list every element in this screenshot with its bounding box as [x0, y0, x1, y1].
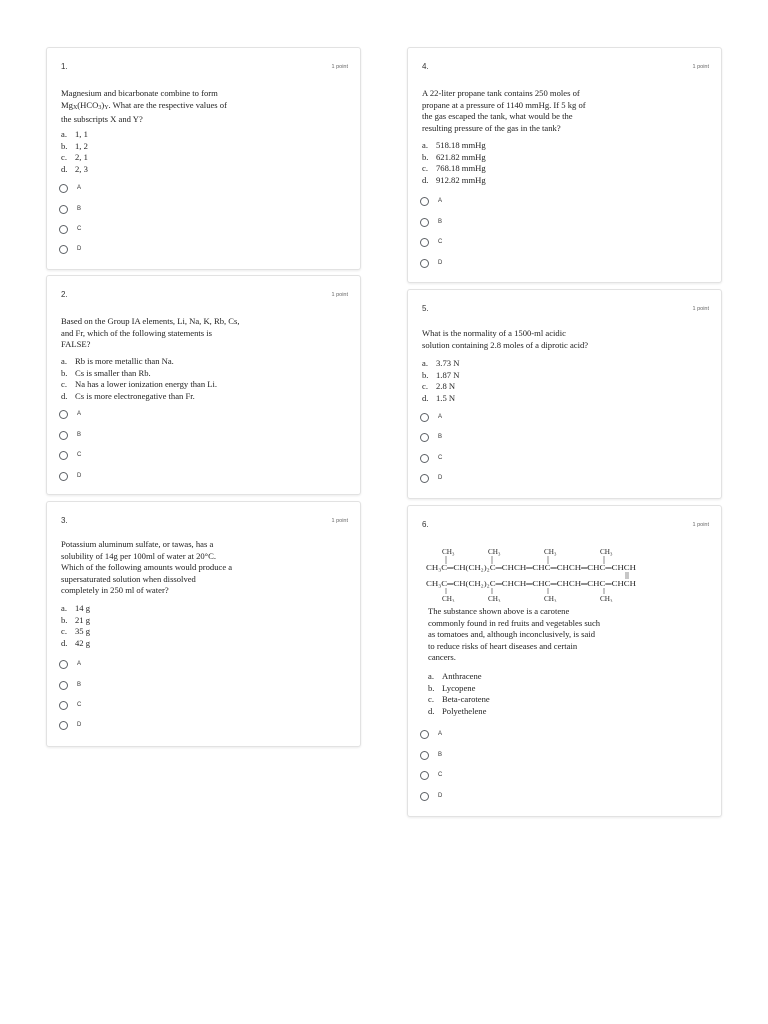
- question-card-1: [46, 47, 361, 270]
- choice-list: [428, 671, 490, 717]
- option-label: C: [438, 772, 443, 778]
- methyl-label: CH₃: [488, 548, 501, 556]
- question-number: 5.: [422, 304, 429, 313]
- radio-button[interactable]: [59, 681, 68, 690]
- chain-row-1: CH₃C═CH(CH₂)₂C═CHCH═CHC═CHCH═CHC═CHCH: [426, 564, 636, 572]
- question-card-5: [407, 289, 722, 499]
- option-a[interactable]: [420, 195, 442, 207]
- radio-button[interactable]: [420, 218, 429, 227]
- option-d[interactable]: [420, 257, 442, 269]
- choice-item: a. 518.18 mmHg: [422, 140, 486, 150]
- question-number: 1.: [61, 62, 68, 71]
- option-c[interactable]: [59, 223, 81, 235]
- formula-mg: Mg: [61, 99, 73, 110]
- option-label: B: [438, 434, 443, 440]
- option-label: D: [77, 473, 82, 479]
- choice-item: d. Polyethelene: [428, 705, 487, 716]
- option-label: A: [438, 731, 443, 737]
- option-label: B: [438, 219, 443, 225]
- choice-item: b. Cs is smaller than Rb.: [61, 367, 151, 378]
- option-label: D: [438, 260, 443, 266]
- option-label: B: [77, 206, 82, 212]
- choice-item: c. Beta-carotene: [428, 694, 490, 705]
- question-text: [61, 316, 276, 351]
- points-label: 1 point: [692, 64, 709, 70]
- option-c[interactable]: [420, 769, 442, 781]
- radio-button[interactable]: [420, 238, 429, 247]
- choice-item: b. 21 g: [61, 614, 91, 625]
- question-card-3: [46, 501, 361, 747]
- radio-button[interactable]: [420, 197, 429, 206]
- option-label: C: [77, 452, 82, 458]
- option-b[interactable]: [59, 679, 81, 691]
- question-text-line: propane at a pressure of 1140 mmHg. If 5 kg of: [422, 99, 586, 110]
- radio-button[interactable]: [59, 205, 68, 214]
- option-label: D: [438, 475, 443, 481]
- radio-button[interactable]: [59, 431, 68, 440]
- option-d[interactable]: [59, 243, 81, 255]
- formula-subscript-x: X: [72, 104, 78, 111]
- question-text-line: A 22-liter propane tank contains 250 moles of: [422, 88, 580, 98]
- formula-subscript-y: Y: [104, 104, 109, 111]
- option-label: A: [438, 198, 443, 204]
- option-d[interactable]: [59, 470, 81, 482]
- choice-item: c. Na has a lower ionization energy than Li.: [61, 379, 218, 390]
- radio-button[interactable]: [420, 751, 429, 760]
- choice-item: b. 1.87 N: [422, 369, 460, 380]
- radio-button[interactable]: [420, 454, 429, 463]
- option-label: B: [77, 682, 82, 688]
- question-text-line: cancers.: [428, 652, 456, 663]
- question-number: 3.: [61, 516, 68, 525]
- choice-item: b. 621.82 mmHg: [422, 151, 486, 162]
- radio-button[interactable]: [420, 413, 429, 422]
- radio-button[interactable]: [59, 472, 68, 481]
- radio-button[interactable]: [420, 474, 429, 483]
- question-number: 6.: [422, 520, 429, 529]
- choice-list: [61, 356, 217, 402]
- radio-button[interactable]: [420, 730, 429, 739]
- choice-item: a. 14 g: [61, 603, 91, 613]
- methyl-label: CH₃: [600, 548, 613, 556]
- option-a[interactable]: [59, 408, 81, 420]
- question-text-line: FALSE?: [61, 339, 91, 350]
- question-card-6: [407, 505, 722, 817]
- choice-item: c. 768.18 mmHg: [422, 163, 486, 174]
- radio-button[interactable]: [59, 245, 68, 254]
- option-b[interactable]: [420, 431, 442, 443]
- formula-hco: (HCO: [77, 99, 99, 110]
- choice-list: [61, 129, 88, 175]
- question-card-4: [407, 47, 722, 283]
- option-b[interactable]: [420, 749, 442, 761]
- radio-button[interactable]: [59, 184, 68, 193]
- option-label: C: [438, 239, 443, 245]
- option-label: A: [77, 411, 82, 417]
- choice-item: a. 3.73 N: [422, 358, 460, 368]
- radio-button[interactable]: [59, 660, 68, 669]
- option-a[interactable]: [420, 728, 442, 740]
- methyl-label: CH₃: [544, 595, 557, 602]
- methyl-label: CH₃: [442, 595, 455, 602]
- option-d[interactable]: [420, 472, 442, 484]
- question-formula-line: [61, 100, 276, 115]
- points-label: 1 point: [331, 64, 348, 70]
- option-a[interactable]: [420, 411, 442, 423]
- question-text: [422, 328, 637, 351]
- question-text-line: completely in 250 ml of water?: [61, 585, 169, 596]
- methyl-label: CH₃: [442, 548, 455, 556]
- option-c[interactable]: [59, 699, 81, 711]
- option-c[interactable]: [59, 449, 81, 461]
- chemical-structure-diagram: [426, 546, 646, 602]
- question-text-line: Based on the Group IA elements, Li, Na, K, Rb, Cs,: [61, 316, 240, 326]
- radio-button[interactable]: [420, 259, 429, 268]
- radio-button[interactable]: [59, 701, 68, 710]
- option-b[interactable]: [59, 203, 81, 215]
- option-c[interactable]: [420, 236, 442, 248]
- option-label: D: [77, 246, 82, 252]
- choice-list: [422, 140, 486, 186]
- option-label: A: [77, 185, 82, 191]
- option-label: B: [438, 752, 443, 758]
- choice-list: [422, 358, 459, 404]
- choice-item: b. Lycopene: [428, 682, 476, 693]
- question-text-line: to reduce risks of heart diseases and certain: [428, 640, 578, 651]
- chain-row-2: CH₃C═CH(CH₂)₂C═CHCH═CHC═CHCH═CHC═CHCH: [426, 580, 636, 588]
- question-text-line: resulting pressure of the gas in the tank?: [422, 122, 561, 133]
- methyl-label: CH₃: [600, 595, 613, 602]
- option-b[interactable]: [420, 216, 442, 228]
- question-text-line: Magnesium and bicarbonate combine to form: [61, 88, 218, 98]
- option-label: A: [438, 414, 443, 420]
- question-text: [428, 606, 643, 664]
- formula-close: ): [101, 99, 105, 110]
- choice-item: c. 2, 1: [61, 152, 88, 163]
- option-label: B: [77, 432, 82, 438]
- question-text: [61, 88, 276, 126]
- radio-button[interactable]: [59, 225, 68, 234]
- question-text: [422, 88, 637, 134]
- option-a[interactable]: [59, 658, 81, 670]
- choice-item: c. 35 g: [61, 626, 91, 637]
- question-text-line: What is the normality of a 1500-ml acidic: [422, 328, 566, 338]
- question-text-line: supersaturated solution when dissolved: [61, 573, 196, 584]
- question-text-line: solution containing 2.8 moles of a diprotic acid?: [422, 339, 589, 350]
- question-number: 4.: [422, 62, 429, 71]
- option-c[interactable]: [420, 452, 442, 464]
- choice-item: a. Rb is more metallic than Na.: [61, 356, 174, 366]
- methyl-label: CH₃: [544, 548, 557, 556]
- choice-list: [61, 603, 90, 649]
- points-label: 1 point: [692, 522, 709, 528]
- choice-item: a. Anthracene: [428, 671, 482, 681]
- choice-item: d. 42 g: [61, 637, 91, 648]
- question-text-line: commonly found in red fruits and vegetables such: [428, 617, 601, 628]
- question-number: 2.: [61, 290, 68, 299]
- radio-button[interactable]: [59, 410, 68, 419]
- option-b[interactable]: [59, 429, 81, 441]
- methyl-label: CH₃: [488, 595, 501, 602]
- points-label: 1 point: [331, 292, 348, 298]
- question-text-line: The substance shown above is a carotene: [428, 606, 570, 616]
- question-text-line: Which of the following amounts would produce a: [61, 562, 233, 573]
- question-card-2: [46, 275, 361, 495]
- option-label: A: [77, 661, 82, 667]
- choice-item: c. 2.8 N: [422, 381, 456, 392]
- radio-button[interactable]: [420, 771, 429, 780]
- choice-item: d. 912.82 mmHg: [422, 174, 486, 185]
- question-text-line: the gas escaped the tank, what would be the: [422, 111, 573, 122]
- question-text-line: and Fr, which of the following statements is: [61, 327, 212, 338]
- option-d[interactable]: [420, 790, 442, 802]
- choice-item: d. Cs is more electronegative than Fr.: [61, 390, 195, 401]
- question-text-line: as tomatoes and, although inconclusively, is said: [428, 629, 595, 640]
- choice-item: b. 1, 2: [61, 140, 88, 151]
- points-label: 1 point: [331, 518, 348, 524]
- choice-item: a. 1, 1: [61, 129, 88, 139]
- formula-post: . What are the respective values of: [108, 99, 227, 110]
- option-label: C: [77, 226, 82, 232]
- option-a[interactable]: [59, 182, 81, 194]
- option-label: D: [77, 722, 82, 728]
- option-label: C: [438, 455, 443, 461]
- question-text-line: Potassium aluminum sulfate, or tawas, has a: [61, 539, 214, 549]
- choice-item: d. 2, 3: [61, 163, 88, 174]
- question-text-line: the subscripts X and Y?: [61, 114, 143, 125]
- radio-button[interactable]: [59, 451, 68, 460]
- question-text-line: solubility of 14g per 100ml of water at 20°C.: [61, 550, 216, 561]
- radio-button[interactable]: [59, 721, 68, 730]
- option-label: D: [438, 793, 443, 799]
- choice-item: d. 1.5 N: [422, 392, 456, 403]
- radio-button[interactable]: [420, 792, 429, 801]
- option-d[interactable]: [59, 719, 81, 731]
- radio-button[interactable]: [420, 433, 429, 442]
- question-text: [61, 539, 276, 597]
- option-label: C: [77, 702, 82, 708]
- points-label: 1 point: [692, 306, 709, 312]
- formula-subscript-3: 3: [98, 104, 102, 111]
